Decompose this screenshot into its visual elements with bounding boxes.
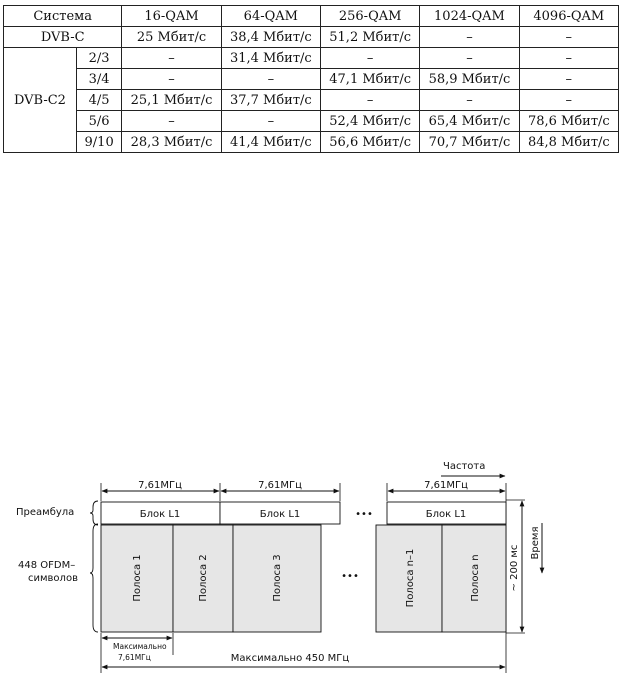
- table-cell: –: [519, 48, 618, 69]
- band-label-n-minus-1: Полоса n–1: [405, 548, 416, 608]
- band-label-2: Полоса 2: [198, 554, 209, 602]
- table-cell: 38,4 Мбит/с: [221, 27, 320, 48]
- table-cell: 65,4 Мбит/с: [420, 111, 519, 132]
- table-cell: –: [519, 69, 618, 90]
- frequency-label: Частота: [443, 461, 486, 472]
- table-cell: 52,4 Мбит/с: [320, 111, 419, 132]
- table-cell: 70,7 Мбит/с: [420, 132, 519, 153]
- table-cell: 58,9 Мбит/с: [420, 69, 519, 90]
- bandwidth-label-n: 7,61МГц: [424, 480, 468, 491]
- band-label-n: Полоса n: [470, 554, 481, 602]
- header-16qam: 16-QAM: [122, 6, 221, 27]
- preamble-label: Преамбула: [16, 507, 75, 518]
- modulation-rate-table: [3, 5, 619, 153]
- row-label-dvbc2: DVB-C2: [4, 48, 77, 153]
- code-rate: 9/10: [76, 132, 121, 153]
- table-cell: 78,6 Мбит/с: [519, 111, 618, 132]
- table-row-dvbc2-4-5: [4, 90, 619, 111]
- table-cell: 84,8 Мбит/с: [519, 132, 618, 153]
- symbols-label-line2: символов: [28, 573, 78, 584]
- symbols-label-line1: 448 OFDM–: [18, 560, 76, 571]
- table-cell: –: [122, 111, 221, 132]
- table-cell: 28,3 Мбит/с: [122, 132, 221, 153]
- bandwidth-label-1: 7,61МГц: [138, 480, 182, 491]
- l1-block-label-n: Блок L1: [425, 509, 467, 520]
- table-cell: 25,1 Мбит/с: [122, 90, 221, 111]
- max-band-line2: 7,61МГц: [118, 653, 151, 662]
- ellipsis-middle: •••: [341, 571, 359, 582]
- duration-label: ~ 200 мс: [509, 544, 520, 592]
- table-cell: –: [320, 48, 419, 69]
- band-label-3: Полоса 3: [272, 554, 283, 602]
- code-rate: 5/6: [76, 111, 121, 132]
- table-row-dvbc: [4, 27, 619, 48]
- band-label-1: Полоса 1: [132, 554, 143, 602]
- code-rate: 4/5: [76, 90, 121, 111]
- bandwidth-label-2: 7,61МГц: [258, 480, 302, 491]
- table-cell: –: [320, 90, 419, 111]
- max-total-label: Максимально 450 МГц: [230, 653, 350, 664]
- header-256qam: 256-QAM: [320, 6, 419, 27]
- table-cell: 51,2 Мбит/с: [320, 27, 419, 48]
- code-rate: 2/3: [76, 48, 121, 69]
- table-cell: 47,1 Мбит/с: [320, 69, 419, 90]
- table-cell: –: [519, 27, 618, 48]
- table-cell: –: [221, 111, 320, 132]
- table-cell: 31,4 Мбит/с: [221, 48, 320, 69]
- table-cell: 56,6 Мбит/с: [320, 132, 419, 153]
- preamble-brace: [90, 501, 98, 525]
- c2-frame-diagram: [0, 455, 624, 683]
- bandwidth-dimension-1: [102, 480, 219, 491]
- table-row-dvbc2-2-3: [4, 48, 619, 69]
- table-row-dvbc2-5-6: [4, 111, 619, 132]
- table-cell: –: [221, 69, 320, 90]
- row-label-dvbc: DVB-C: [4, 27, 122, 48]
- l1-block-label-2: Блок L1: [259, 509, 301, 520]
- bandwidth-dimension-n: [388, 480, 505, 491]
- table-row-dvbc2-3-4: [4, 69, 619, 90]
- table-row-dvbc2-9-10: [4, 132, 619, 153]
- table-header-row: [4, 6, 619, 27]
- header-1024qam: 1024-QAM: [420, 6, 519, 27]
- header-64qam: 64-QAM: [221, 6, 320, 27]
- table-cell: –: [519, 90, 618, 111]
- time-label: Время: [530, 526, 541, 560]
- ellipsis-top: •••: [355, 509, 373, 520]
- table-cell: –: [420, 90, 519, 111]
- bandwidth-dimension-2: [221, 480, 339, 491]
- code-rate: 3/4: [76, 69, 121, 90]
- table-cell: –: [420, 48, 519, 69]
- table-cell: 25 Мбит/с: [122, 27, 221, 48]
- l1-block-label-1: Блок L1: [139, 509, 181, 520]
- table-cell: 41,4 Мбит/с: [221, 132, 320, 153]
- header-system: Система: [4, 6, 122, 27]
- symbols-brace: [90, 524, 98, 632]
- table-cell: –: [420, 27, 519, 48]
- table-cell: 37,7 Мбит/с: [221, 90, 320, 111]
- header-4096qam: 4096-QAM: [519, 6, 618, 27]
- table-cell: –: [122, 48, 221, 69]
- max-band-line1: Максимально: [113, 642, 167, 651]
- table-cell: –: [122, 69, 221, 90]
